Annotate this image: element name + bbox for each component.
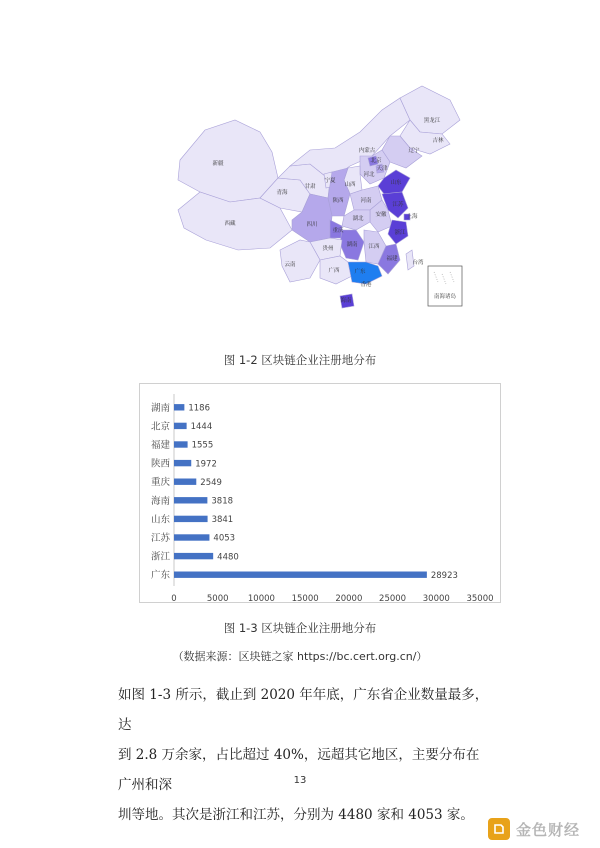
map-label: 青海 [276,190,288,196]
map-label: 香港 [360,282,372,288]
map-label: 南海诸岛 [433,294,457,300]
map-label: 湖南 [346,242,358,248]
bar-chart [140,384,500,602]
map-label: 福建 [386,256,398,262]
bar [174,404,184,410]
map-label: 安徽 [375,212,387,218]
bar [174,534,209,540]
map-label: 海南 [340,298,352,304]
category-label: 浙江 [150,551,170,563]
map-label: 山西 [344,182,356,188]
map-label: 内蒙古 [358,148,376,154]
bar [174,479,196,485]
map-label: 湖北 [352,216,364,222]
category-label: 重庆 [150,477,170,489]
map-region-xinjiang [178,120,278,202]
x-tick-label: 10000 [247,594,275,602]
figure-2-caption: 图 1-3 区块链企业注册地分布 [223,621,377,635]
category-label: 湖南 [150,402,170,414]
bar [174,572,427,578]
x-tick-label: 5000 [206,594,229,602]
paragraph-line-2: 到 2.8 万余家，占比超过 40%，远超其它地区，主要分布在广州和深 [118,747,480,793]
x-tick-label: 35000 [466,594,494,602]
map-label: 山东 [390,180,402,186]
x-tick-label: 20000 [335,594,363,602]
data-label: 3818 [211,496,234,507]
watermark [488,818,580,840]
map-label: 北京 [370,158,382,164]
category-label: 北京 [150,421,170,433]
map-label: 重庆 [332,228,344,234]
watermark-logo-icon [488,818,510,840]
map-label: 江苏 [392,202,404,208]
map-label: 辽宁 [408,148,420,154]
map-label: 云南 [284,262,296,268]
data-label: 28923 [430,570,458,581]
x-tick-label: 15000 [291,594,319,602]
bar [174,553,213,559]
category-label: 海南 [150,495,170,507]
data-label: 4480 [217,552,239,563]
figure-1-caption: 图 1-2 区块链企业注册地分布 [223,353,377,367]
category-label: 江苏 [150,533,170,544]
bar [174,460,191,466]
south-china-sea-inset [428,266,462,306]
page-number: 13 [293,775,307,786]
china-map-svg [160,70,470,320]
data-label: 1444 [190,422,213,433]
data-label: 1972 [195,459,217,470]
data-label: 1555 [191,440,214,451]
data-label: 4053 [213,533,236,544]
map-label: 浙江 [394,230,406,236]
category-label: 陕西 [150,458,170,470]
x-tick-label: 0 [171,594,177,602]
map-label: 江西 [368,244,380,250]
paragraph-line-3: 圳等地。其次是浙江和江苏，分别为 4480 家和 4053 家。 [118,807,474,823]
bar [174,516,208,522]
bar [174,423,187,429]
map-label: 宁夏 [324,178,336,184]
map-label: 四川 [306,222,318,228]
map-label: 河北 [363,172,375,178]
map-label: 贵州 [322,246,334,252]
bar-chart-frame [139,383,501,603]
category-label: 广东 [150,570,170,582]
data-label: 1186 [188,403,211,414]
data-label: 2549 [200,477,222,488]
bar [174,497,207,503]
map-label: 台湾 [412,260,424,266]
map-label: 天津 [376,166,388,172]
map-label: 陕西 [332,198,344,204]
bar [174,441,188,447]
map-label: 甘肃 [304,184,316,190]
map-label: 西藏 [224,221,236,227]
watermark-text: 金色财经 [516,820,581,839]
map-label: 广东 [354,269,366,275]
map-label: 河南 [360,198,372,204]
map-label: 黑龙江 [423,118,441,124]
map-label: 广西 [328,268,340,274]
x-tick-label: 30000 [422,594,450,602]
map-label: 吉林 [432,138,444,144]
data-source-note: （数据来源：区块链之家 https://bc.cert.org.cn/） [172,650,428,663]
x-tick-label: 25000 [379,594,407,602]
data-label: 3841 [211,515,234,526]
map-label: 上海 [406,214,418,220]
map-label: 新疆 [212,161,224,167]
china-map [160,70,470,320]
paragraph [118,680,490,830]
paragraph-line-1: 如图 1-3 所示，截止到 2020 年年底，广东省企业数量最多，达 [118,687,489,733]
category-label: 福建 [150,440,170,451]
category-label: 山东 [150,514,170,526]
